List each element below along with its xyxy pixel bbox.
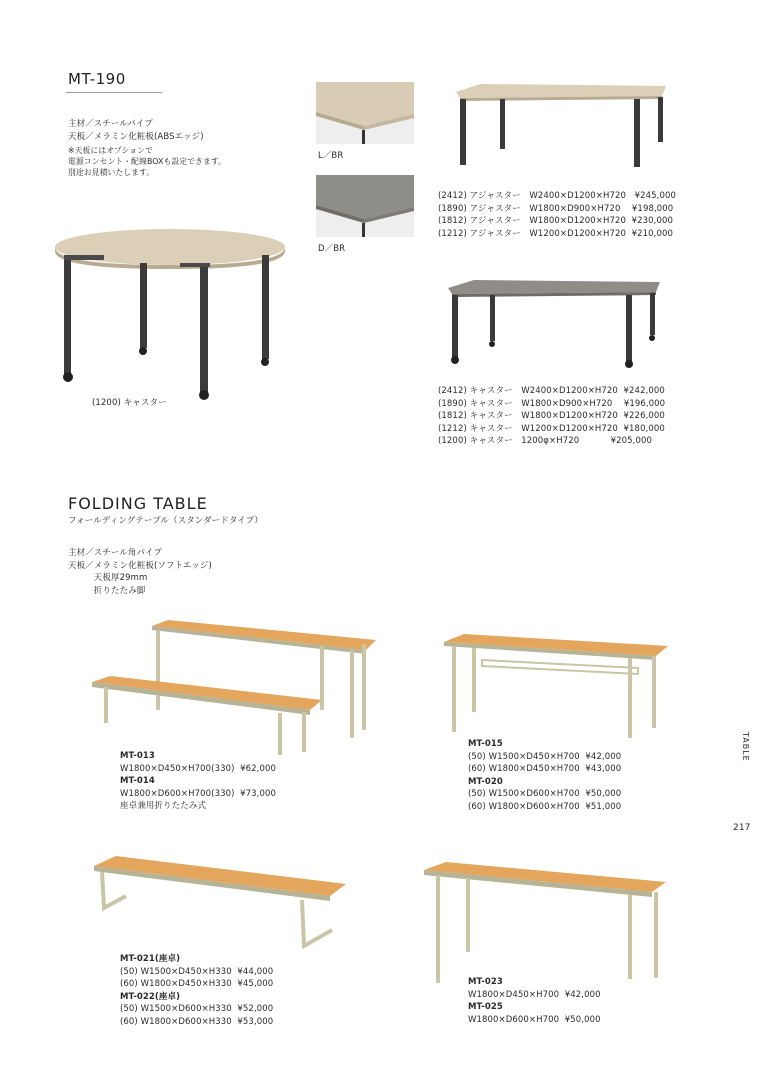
spec-line: (1890) キャスター W1800×D900×H720 ¥196,000 (438, 398, 666, 409)
material-line: 天板／メラミン化粧板(ソフトエッジ) (68, 560, 212, 571)
material-line: 天板厚29mm (68, 573, 148, 583)
model-name: MT-025 (468, 1002, 503, 1012)
spec-line: W1800×D600×H700 ¥50,000 (468, 1014, 601, 1025)
model-name: MT-015 (468, 739, 503, 749)
model-name: MT-023 (468, 977, 503, 987)
note-line: ※天板にはオプションで (68, 146, 153, 155)
mt190-title: MT-190 (68, 70, 126, 88)
material-line: 主材／スチールパイプ (68, 119, 153, 129)
model-name: MT-020 (468, 776, 503, 787)
swatch-light-label: L／BR (318, 151, 344, 161)
mt190-note (68, 145, 226, 178)
spec-line: W1800×D450×H700(330) ¥62,000 (120, 763, 276, 774)
note-line: 電源コンセント・配線BOXも設定できます。 (68, 157, 227, 166)
spec-line: (1212) キャスター W1200×D1200×H720 ¥180,000 (438, 423, 665, 434)
swatch-dark (316, 175, 414, 237)
spec-line: (60) W1800×D600×H330 ¥53,000 (120, 1016, 274, 1027)
folding-title: FOLDING TABLE (68, 494, 208, 513)
round-table-image (50, 225, 290, 405)
spec-group-023 (468, 976, 601, 1026)
spec-line: (50) W1500×D450×H700 ¥42,000 (468, 751, 622, 762)
page-number: 217 (733, 823, 751, 833)
spec-line: (60) W1800×D450×H330 ¥45,000 (120, 979, 274, 989)
spec-line: 座卓兼用折りたたみ式 (120, 801, 207, 811)
spec-group-021 (120, 953, 273, 1028)
model-name: MT-022(座卓) (120, 991, 181, 1002)
spec-line: W1800×D600×H700(330) ¥73,000 (120, 788, 276, 799)
swatch-dark-label: D／BR (318, 244, 346, 254)
folding-table-015-image (442, 630, 672, 740)
spec-line: (1890) アジャスター W1800×D900×H720 ¥198,000 (438, 203, 674, 214)
spec-line: (50) W1500×D600×H330 ¥52,000 (120, 1004, 274, 1014)
model-name: MT-013 (120, 751, 155, 761)
folding-table-013-image (90, 616, 380, 756)
spec-line: W1800×D450×H700 ¥42,000 (468, 989, 601, 1000)
spec-line: (50) W1500×D600×H700 ¥50,000 (468, 789, 622, 799)
spec-line: (1200) キャスター 1200φ×H720 ¥205,000 (438, 436, 653, 446)
note-line: 別途お見積いたします。 (68, 168, 155, 177)
swatch-light (316, 82, 414, 144)
adjuster-specs (438, 190, 676, 240)
side-tab-label: TABLE (741, 732, 750, 762)
spec-group-015 (468, 738, 621, 813)
spec-line: (1212) アジャスター W1200×D1200×H720 ¥210,000 (438, 228, 673, 239)
spec-line: (1812) キャスター W1800×D1200×H720 ¥226,000 (438, 411, 665, 421)
adjuster-table-image (452, 80, 668, 172)
model-name: MT-021(座卓) (120, 954, 181, 964)
folding-subtitle: フォールディングテーブル（スタンダードタイプ） (68, 516, 263, 526)
round-table-caption: (1200) キャスター (92, 398, 167, 408)
spec-line: (60) W1800×D600×H700 ¥51,000 (468, 801, 622, 812)
spec-line: (2412) キャスター W2400×D1200×H720 ¥242,000 (438, 386, 665, 396)
folding-table-021-image (92, 852, 352, 952)
model-name: MT-014 (120, 776, 155, 786)
spec-group-013 (120, 750, 276, 813)
material-line: 折りたたみ脚 (68, 585, 146, 596)
mt190-materials (68, 118, 204, 143)
material-line: 天板／メラミン化粧板(ABSエッジ) (68, 131, 204, 142)
caster-table-image (444, 278, 664, 368)
title-underline (66, 92, 162, 93)
spec-line: (50) W1500×D450×H330 ¥44,000 (120, 966, 274, 977)
caster-specs (438, 385, 665, 448)
spec-line: (2412) アジャスター W2400×D1200×H720 ¥245,000 (438, 191, 676, 201)
spec-line: (60) W1800×D450×H700 ¥43,000 (468, 764, 622, 774)
material-line: 主材／スチール角パイプ (68, 548, 163, 558)
folding-table-023-image (422, 858, 672, 988)
spec-line: (1812) アジャスター W1800×D1200×H720 ¥230,000 (438, 216, 673, 226)
folding-materials (68, 547, 212, 597)
